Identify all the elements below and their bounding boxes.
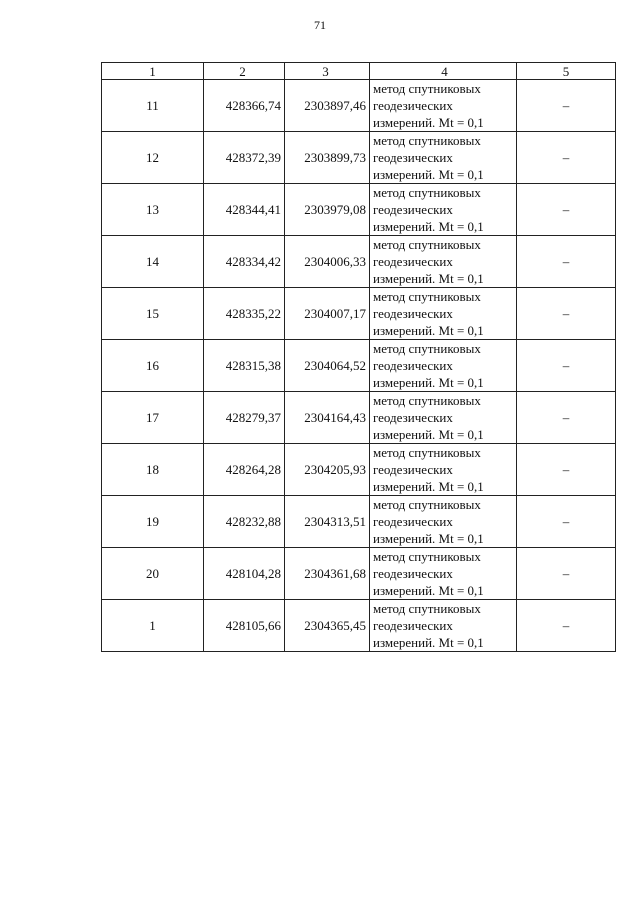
method-line-3: измерений. Mt = 0,1 bbox=[373, 479, 484, 494]
table-body bbox=[102, 80, 616, 652]
method-line-2: геодезических bbox=[373, 254, 453, 269]
point-number-cell: 15 bbox=[102, 288, 204, 340]
table-row bbox=[102, 548, 616, 600]
method-cell bbox=[370, 496, 517, 548]
method-line-1: метод спутниковых bbox=[373, 393, 481, 408]
table-row bbox=[102, 132, 616, 184]
note-cell: – bbox=[517, 548, 616, 600]
header-col-2: 2 bbox=[204, 63, 285, 80]
method-line-1: метод спутниковых bbox=[373, 445, 481, 460]
note-cell: – bbox=[517, 340, 616, 392]
note-cell: – bbox=[517, 288, 616, 340]
point-number-cell: 20 bbox=[102, 548, 204, 600]
note-cell: – bbox=[517, 236, 616, 288]
note-cell: – bbox=[517, 600, 616, 652]
method-line-2: геодезических bbox=[373, 566, 453, 581]
method-cell bbox=[370, 340, 517, 392]
point-number-cell: 14 bbox=[102, 236, 204, 288]
method-line-2: геодезических bbox=[373, 306, 453, 321]
method-line-3: измерений. Mt = 0,1 bbox=[373, 635, 484, 650]
x-coordinate-cell: 428315,38 bbox=[204, 340, 285, 392]
y-coordinate-cell: 2304164,43 bbox=[285, 392, 370, 444]
x-coordinate-cell: 428344,41 bbox=[204, 184, 285, 236]
method-cell bbox=[370, 80, 517, 132]
table-row bbox=[102, 444, 616, 496]
header-row bbox=[102, 63, 616, 80]
note-cell: – bbox=[517, 184, 616, 236]
y-coordinate-cell: 2304361,68 bbox=[285, 548, 370, 600]
method-line-3: измерений. Mt = 0,1 bbox=[373, 219, 484, 234]
method-line-1: метод спутниковых bbox=[373, 81, 481, 96]
method-line-1: метод спутниковых bbox=[373, 601, 481, 616]
table-row bbox=[102, 184, 616, 236]
coordinates-table bbox=[101, 62, 616, 652]
header-col-5: 5 bbox=[517, 63, 616, 80]
note-cell: – bbox=[517, 80, 616, 132]
method-line-2: геодезических bbox=[373, 462, 453, 477]
x-coordinate-cell: 428366,74 bbox=[204, 80, 285, 132]
x-coordinate-cell: 428264,28 bbox=[204, 444, 285, 496]
table-row bbox=[102, 288, 616, 340]
table-row bbox=[102, 80, 616, 132]
method-line-2: геодезических bbox=[373, 98, 453, 113]
point-number-cell: 11 bbox=[102, 80, 204, 132]
method-line-3: измерений. Mt = 0,1 bbox=[373, 271, 484, 286]
method-line-1: метод спутниковых bbox=[373, 497, 481, 512]
method-line-1: метод спутниковых bbox=[373, 289, 481, 304]
x-coordinate-cell: 428334,42 bbox=[204, 236, 285, 288]
point-number-cell: 17 bbox=[102, 392, 204, 444]
method-cell bbox=[370, 184, 517, 236]
note-cell: – bbox=[517, 444, 616, 496]
x-coordinate-cell: 428232,88 bbox=[204, 496, 285, 548]
table-row bbox=[102, 340, 616, 392]
table-header bbox=[102, 63, 616, 80]
method-line-3: измерений. Mt = 0,1 bbox=[373, 583, 484, 598]
y-coordinate-cell: 2303979,08 bbox=[285, 184, 370, 236]
point-number-cell: 16 bbox=[102, 340, 204, 392]
table-row bbox=[102, 496, 616, 548]
method-line-2: геодезических bbox=[373, 410, 453, 425]
method-line-3: измерений. Mt = 0,1 bbox=[373, 115, 484, 130]
y-coordinate-cell: 2303897,46 bbox=[285, 80, 370, 132]
table-row bbox=[102, 600, 616, 652]
method-line-2: геодезических bbox=[373, 150, 453, 165]
point-number-cell: 18 bbox=[102, 444, 204, 496]
method-cell bbox=[370, 600, 517, 652]
y-coordinate-cell: 2304205,93 bbox=[285, 444, 370, 496]
method-line-1: метод спутниковых bbox=[373, 341, 481, 356]
table-row bbox=[102, 236, 616, 288]
note-cell: – bbox=[517, 496, 616, 548]
y-coordinate-cell: 2303899,73 bbox=[285, 132, 370, 184]
page-number: 71 bbox=[314, 18, 326, 32]
x-coordinate-cell: 428279,37 bbox=[204, 392, 285, 444]
method-cell bbox=[370, 548, 517, 600]
table-row bbox=[102, 392, 616, 444]
point-number-cell: 1 bbox=[102, 600, 204, 652]
header-col-4: 4 bbox=[370, 63, 517, 80]
y-coordinate-cell: 2304064,52 bbox=[285, 340, 370, 392]
method-cell bbox=[370, 444, 517, 496]
x-coordinate-cell: 428105,66 bbox=[204, 600, 285, 652]
y-coordinate-cell: 2304313,51 bbox=[285, 496, 370, 548]
point-number-cell: 19 bbox=[102, 496, 204, 548]
method-line-1: метод спутниковых bbox=[373, 237, 481, 252]
method-line-3: измерений. Mt = 0,1 bbox=[373, 531, 484, 546]
x-coordinate-cell: 428372,39 bbox=[204, 132, 285, 184]
note-cell: – bbox=[517, 392, 616, 444]
point-number-cell: 13 bbox=[102, 184, 204, 236]
method-line-2: геодезических bbox=[373, 202, 453, 217]
method-line-3: измерений. Mt = 0,1 bbox=[373, 375, 484, 390]
method-line-3: измерений. Mt = 0,1 bbox=[373, 427, 484, 442]
point-number-cell: 12 bbox=[102, 132, 204, 184]
x-coordinate-cell: 428104,28 bbox=[204, 548, 285, 600]
note-cell: – bbox=[517, 132, 616, 184]
method-line-3: измерений. Mt = 0,1 bbox=[373, 323, 484, 338]
method-cell bbox=[370, 288, 517, 340]
method-line-1: метод спутниковых bbox=[373, 133, 481, 148]
y-coordinate-cell: 2304007,17 bbox=[285, 288, 370, 340]
method-cell bbox=[370, 236, 517, 288]
method-line-1: метод спутниковых bbox=[373, 549, 481, 564]
y-coordinate-cell: 2304365,45 bbox=[285, 600, 370, 652]
method-line-2: геодезических bbox=[373, 358, 453, 373]
method-line-3: измерений. Mt = 0,1 bbox=[373, 167, 484, 182]
method-line-2: геодезических bbox=[373, 514, 453, 529]
method-line-2: геодезических bbox=[373, 618, 453, 633]
x-coordinate-cell: 428335,22 bbox=[204, 288, 285, 340]
y-coordinate-cell: 2304006,33 bbox=[285, 236, 370, 288]
method-line-1: метод спутниковых bbox=[373, 185, 481, 200]
method-cell bbox=[370, 392, 517, 444]
header-col-3: 3 bbox=[285, 63, 370, 80]
header-col-1: 1 bbox=[102, 63, 204, 80]
method-cell bbox=[370, 132, 517, 184]
